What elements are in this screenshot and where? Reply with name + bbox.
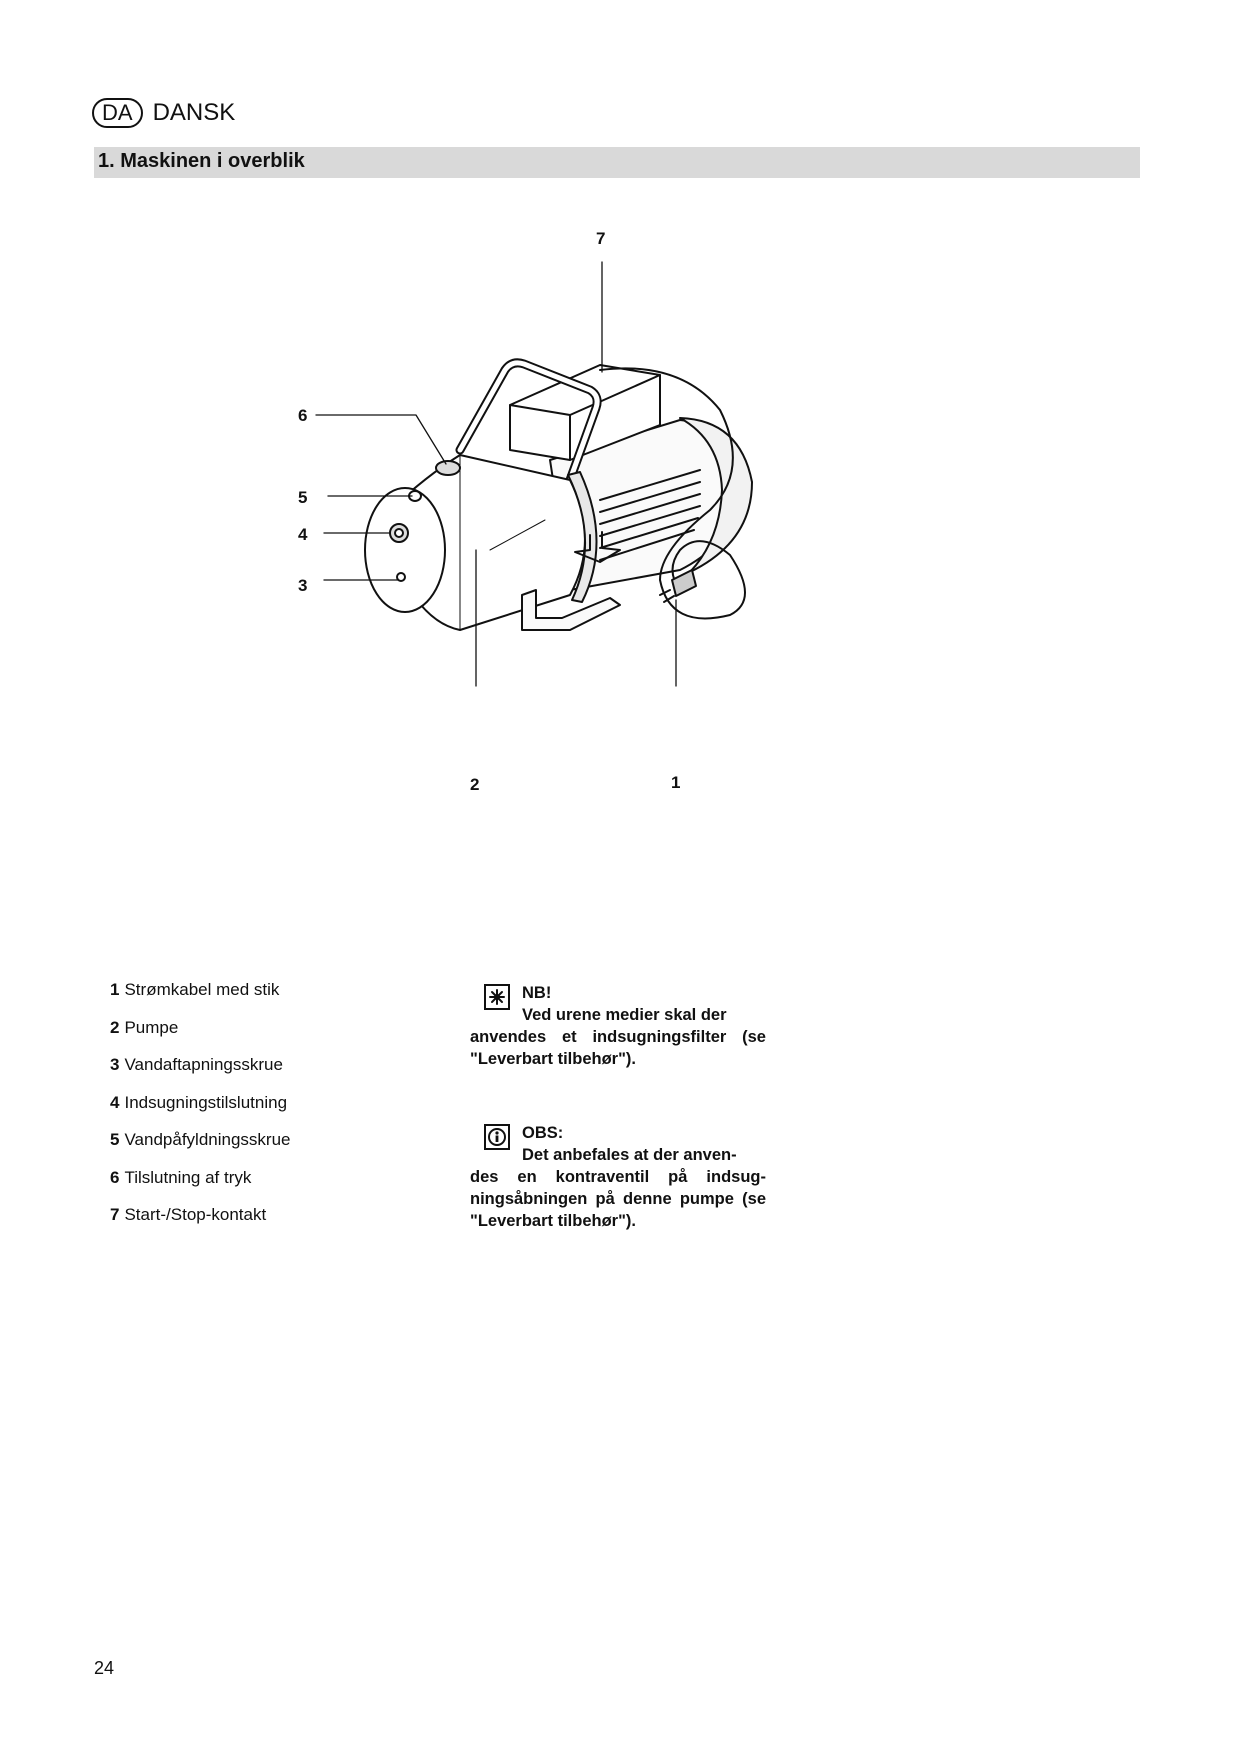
base-bracket [522, 590, 620, 630]
section-header-bar [94, 147, 1140, 178]
legend-item [110, 1055, 410, 1093]
legend-number: 3 [110, 1055, 120, 1074]
pump-illustration [298, 229, 860, 810]
warning-star-icon [484, 984, 510, 1010]
legend-number: 2 [110, 1017, 120, 1037]
legend-text: Strømkabel med stik [124, 980, 280, 999]
callout-2: 2 [470, 775, 480, 794]
callout-3: 3 [298, 576, 308, 595]
legend-number: 4 [110, 1092, 120, 1112]
legend-item [110, 1018, 410, 1056]
obs-notice-title: OBS: [522, 1124, 564, 1142]
callout-1: 1 [671, 773, 681, 792]
legend-number: 5 [110, 1130, 120, 1149]
legend-text: Pumpe [124, 1017, 179, 1037]
language-name: DANSK [152, 99, 236, 126]
nb-notice-line1: Ved urene medier skal der [522, 1006, 727, 1024]
legend-item [110, 1130, 410, 1168]
legend-text: Start-/Stop-kontakt [124, 1205, 267, 1224]
pump-front-face [365, 488, 445, 612]
obs-notice [470, 1122, 766, 1232]
callout-4: 4 [298, 525, 308, 544]
nb-notice-header [470, 982, 766, 1026]
legend-number: 1 [110, 980, 120, 999]
legend-number: 6 [110, 1167, 120, 1187]
language-indicator [92, 96, 235, 130]
nb-notice [470, 982, 766, 1070]
pump-overview-figure [298, 229, 860, 810]
callout-6: 6 [298, 406, 308, 425]
obs-notice-header [470, 1122, 766, 1166]
pressure-outlet [436, 461, 460, 475]
power-plug [672, 570, 696, 596]
legend-item [110, 1093, 410, 1131]
obs-notice-body: des en kontraventil på indsug-ningsåbningen på denne pumpe (se "Leverbart tilbehør"). [470, 1168, 766, 1230]
legend-item [110, 1205, 410, 1243]
obs-notice-line1: Det anbefales at der anven- [522, 1146, 737, 1164]
legend-item [110, 980, 410, 1018]
callout-7: 7 [596, 229, 606, 248]
legend-text: Vandpåfyldningsskrue [124, 1130, 291, 1149]
callout-5: 5 [298, 488, 308, 507]
parts-legend [110, 980, 410, 1243]
legend-text: Indsugningstilslutning [124, 1092, 288, 1112]
legend-number: 7 [110, 1205, 120, 1224]
leader-line-6 [316, 415, 446, 464]
legend-text: Vandaftapningsskrue [124, 1055, 283, 1074]
nb-notice-title: NB! [522, 984, 552, 1002]
nb-notice-body: anvendes et indsugningsfilter (se "Leverbart tilbehør"). [470, 1028, 766, 1068]
legend-item [110, 1168, 410, 1206]
info-icon [484, 1124, 510, 1150]
section-title: 1. Maskinen i overblik [98, 150, 305, 172]
language-code-badge: DA [92, 98, 143, 128]
page-number: 24 [94, 1658, 115, 1678]
legend-text: Tilslutning af tryk [124, 1167, 252, 1187]
